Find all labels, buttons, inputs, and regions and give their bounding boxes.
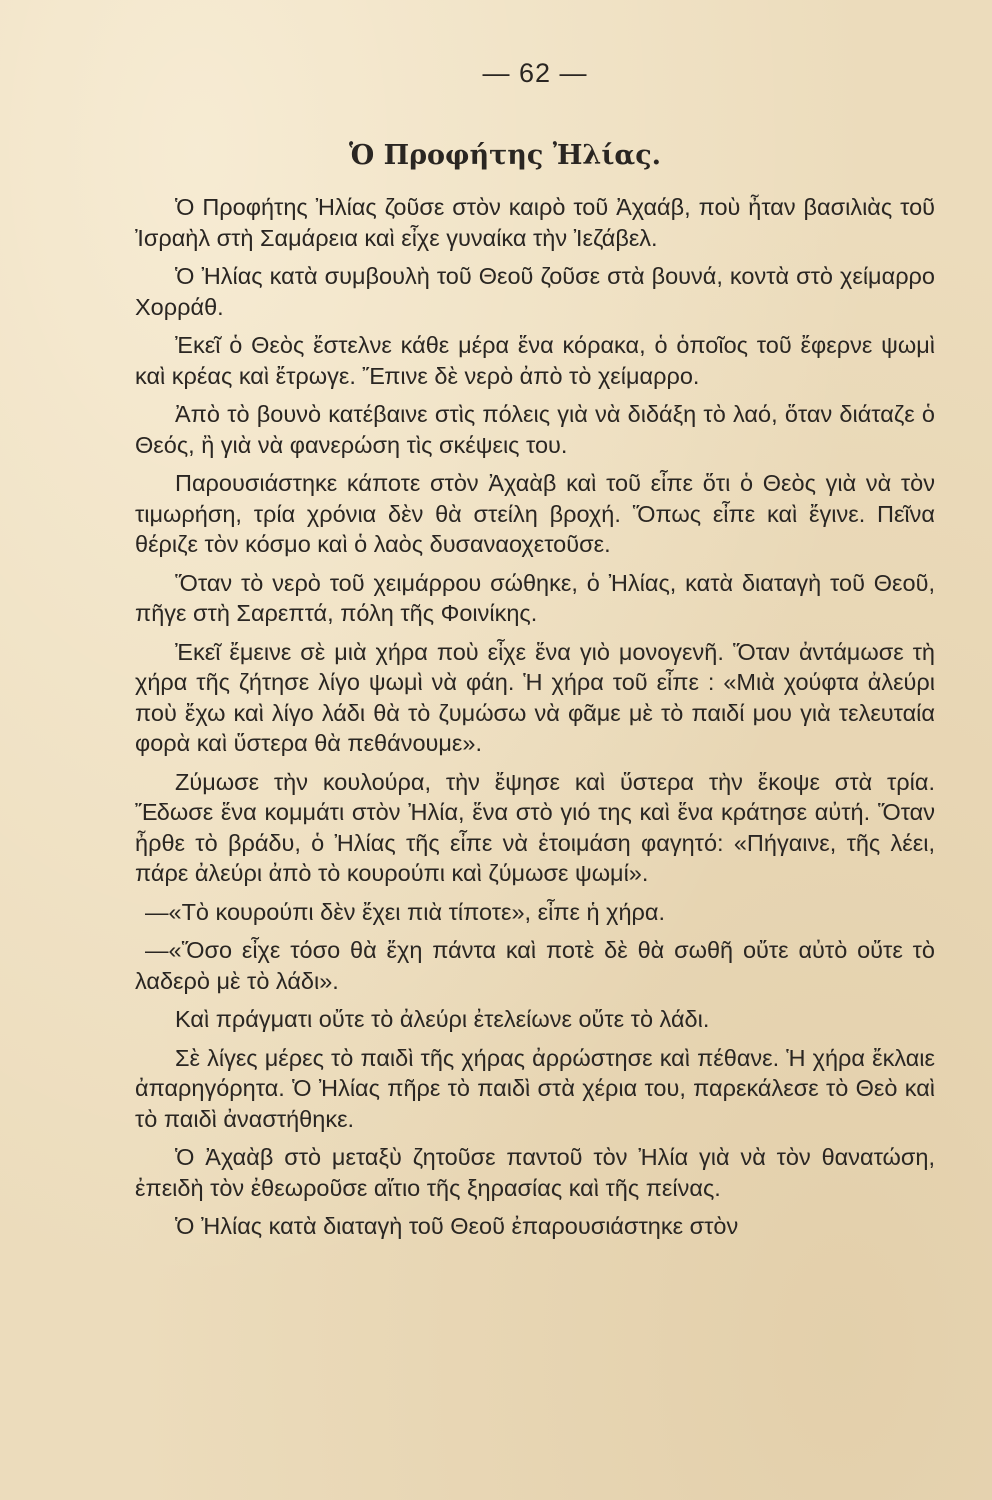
paragraph: Ὁ Ἀχαὰβ στὸ μεταξὺ ζητοῦσε παντοῦ τὸν Ἠλία γιὰ νὰ τὸν θανατώση, ἐπειδὴ τὸν ἐθεωροῦσε αἴτιο τῆς ξηρασίας καὶ τῆς πείνας. — [135, 1144, 935, 1201]
dialog-line: —«Τὸ κουρούπι δὲν ἔχει πιὰ τίποτε», εἶπε ἡ χήρα. — [145, 898, 665, 925]
paragraph: Καὶ πράγματι οὔτε τὸ ἀλεύρι ἐτελείωνε οὔτε τὸ λάδι. — [175, 1006, 710, 1032]
paragraph: Ζύμωσε τὴν κουλούρα, τὴν ἔψησε καὶ ὕστερα τὴν ἔκοψε στὰ τρία. Ἔδωσε ἕνα κομμάτι στὸν Ἠλία, ἕνα στὸ γιό της καὶ ἕνα κράτησε αὐτή. Ὅταν ἦρθε τὸ βράδυ, ὁ Ἠλίας τῆς εἶπε νὰ ἑτοιμάση φαγητό: «Πήγαινε, τῆς λέει, πάρε ἀλεύρι ἀπὸ τὸ κουρούπι καὶ ζύμωσε ψωμί». — [135, 768, 935, 886]
paragraph: Ὅταν τὸ νερὸ τοῦ χειμάρρου σώθηκε, ὁ Ἠλίας, κατὰ διαταγὴ τοῦ Θεοῦ, πῆγε στὴ Σαρεπτά, πόλη τῆς Φοινίκης. — [135, 569, 935, 626]
chapter-title: Ὁ Προφήτης Ἠλίας. — [348, 140, 662, 171]
paragraph: Ὁ Ἠλίας κατὰ διαταγὴ τοῦ Θεοῦ ἐπαρουσιάστηκε στὸν — [175, 1213, 739, 1239]
page-body — [135, 192, 935, 1250]
paragraph: Ὁ Προφήτης Ἠλίας ζοῦσε στὸν καιρὸ τοῦ Ἀχαάβ, ποὺ ἦταν βασιλιὰς τοῦ Ἰσραὴλ στὴ Σαμάρεια καὶ εἶχε γυναίκα τὴν Ἰεζάβελ. — [135, 194, 935, 251]
paragraph: Παρουσιάστηκε κάποτε στὸν Ἀχαὰβ καὶ τοῦ εἶπε ὅτι ὁ Θεὸς γιὰ νὰ τὸν τιμωρήση, τρία χρόνια δὲν θὰ στείλη βροχή. Ὅπως εἶπε καὶ ἔγινε. Πεῖνα θέριζε τὸν κόσμο καὶ ὁ λαὸς δυσαναοχετοῦσε. — [135, 470, 935, 557]
paragraph: Σὲ λίγες μέρες τὸ παιδὶ τῆς χήρας ἀρρώστησε καὶ πέθανε. Ἡ χήρα ἔκλαιε ἀπαρηγόρητα. Ὁ Ἠλίας πῆρε τὸ παιδὶ στὰ χέρια του, παρεκάλεσε τὸ Θεὸ καὶ τὸ παιδὶ ἀναστήθηκε. — [135, 1044, 935, 1132]
dialog-line: —«Ὅσο εἶχε τόσο θὰ ἔχη πάντα καὶ ποτὲ δὲ θὰ σωθῆ οὔτε αὐτὸ οὔτε τὸ λαδερὸ μὲ τὸ λάδι». — [135, 937, 935, 994]
paragraph: Ὁ Ἠλίας κατὰ συμβουλὴ τοῦ Θεοῦ ζοῦσε στὰ βουνά, κοντὰ στὸ χείμαρρο Χορράθ. — [135, 263, 935, 320]
page-number: — 62 — — [482, 58, 588, 88]
paragraph: Ἀπὸ τὸ βουνὸ κατέβαινε στὶς πόλεις γιὰ νὰ διδάξη τὸ λαό, ὅταν διάταζε ὁ Θεός, ἢ γιὰ νὰ φανερώση τὶς σκέψεις του. — [135, 401, 935, 458]
paragraph: Ἐκεῖ ἔμεινε σὲ μιὰ χήρα ποὺ εἶχε ἕνα γιὸ μονογενῆ. Ὅταν ἀντάμωσε τὴ χήρα τῆς ζήτησε λίγο ψωμὶ νὰ φάη. Ἡ χήρα τοῦ εἶπε : «Μιὰ χούφτα ἀλεύρι ποὺ ἔχω καὶ λίγο λάδι θὰ τὸ ζυμώσω νὰ φᾶμε μὲ τὸ παιδί μου γιὰ τελευταία φορὰ καὶ ὕστερα θὰ πεθάνουμε». — [135, 638, 935, 756]
paragraph: Ἐκεῖ ὁ Θεὸς ἔστελνε κάθε μέρα ἕνα κόρακα, ὁ ὁποῖος τοῦ ἔφερνε ψωμὶ καὶ κρέας καὶ ἔτρωγε. Ἔπινε δὲ νερὸ ἀπὸ τὸ χείμαρρο. — [135, 332, 935, 389]
